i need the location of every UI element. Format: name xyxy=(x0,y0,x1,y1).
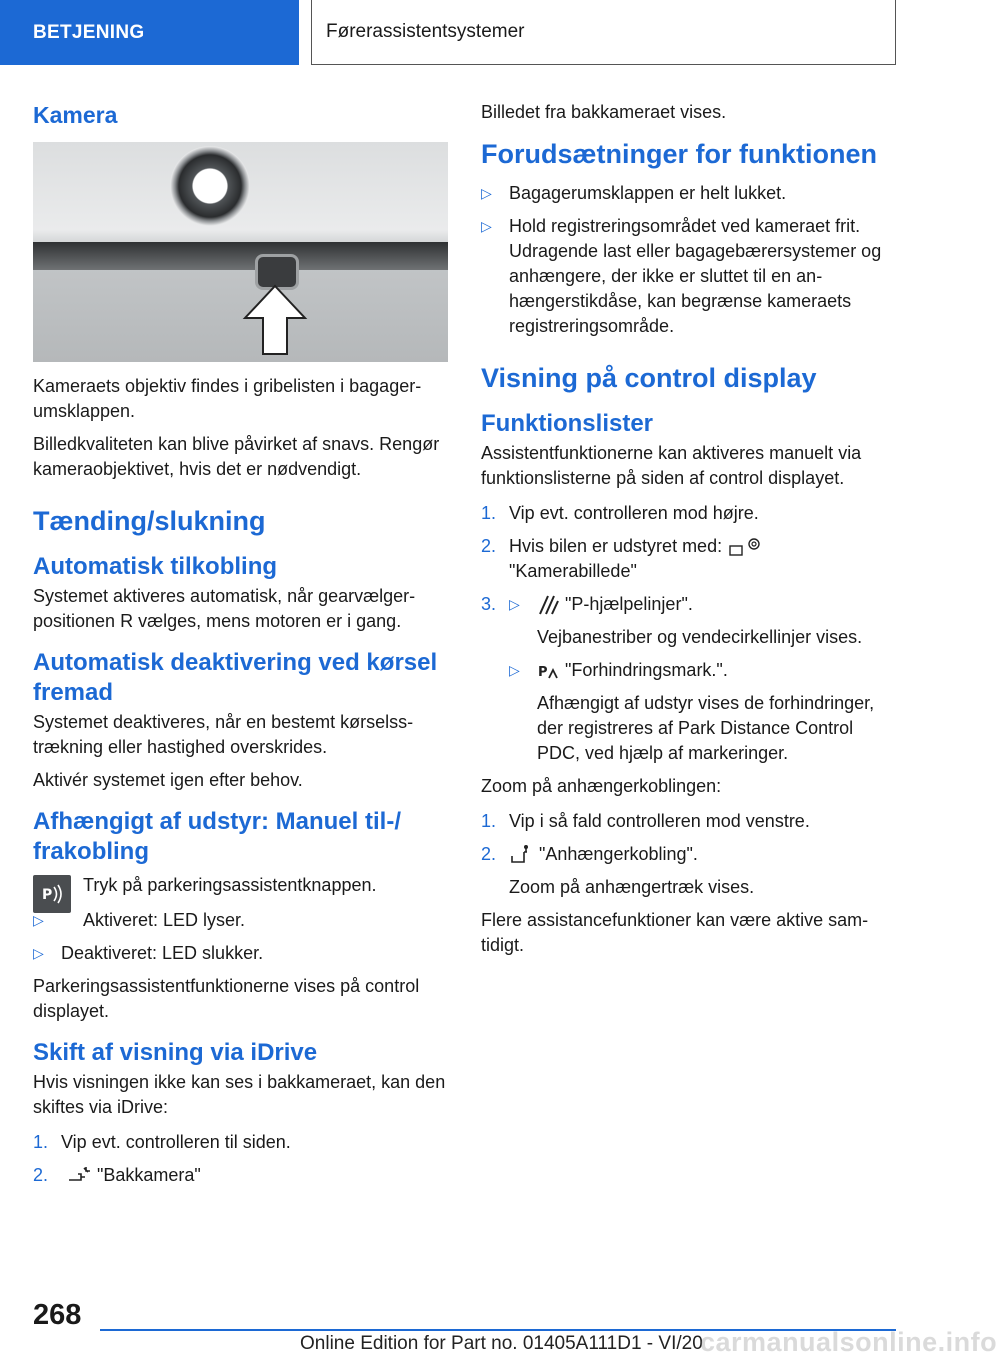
triangle-bullet-icon: ▷ xyxy=(481,185,492,201)
skift-heading: Skift af visning via iDrive xyxy=(33,1039,318,1066)
list-item: ▷ Aktiveret: LED lyser. xyxy=(33,908,448,933)
footer-edition: Online Edition for Part no. 01405A111D1 - VI/20 xyxy=(300,1333,703,1354)
trailer-hitch-icon xyxy=(509,844,533,866)
visning-heading: Visning på control display xyxy=(481,363,817,393)
camera-settings-icon xyxy=(728,536,762,558)
taending-heading: Tænding/slukning xyxy=(33,506,266,536)
skift-paragraph: Hvis visningen ikke kan ses i bakkameraet, kan den skiftes via iDrive: xyxy=(33,1072,446,1117)
final-paragraph: Flere assistancefunktioner kan være aktive samtidigt. xyxy=(481,910,869,955)
list-item: 3. ▷ "P-hjælpelinjer". Vejbanestriber og vendecirkellinjer vises. ▷ P "Forhindringsmark.". Afhængigt af udstyr vises de forhindringer, der registreres af Park Distance Control PDC, ved hjælp af markeringer. xyxy=(481,592,896,766)
manuel-heading: Afhængigt af udstyr: Manuel til-/ frakobling xyxy=(33,808,401,865)
manuel-bullet-list xyxy=(33,908,448,966)
kamera-paragraph-2: Billedkvaliteten kan blive påvirket af snavs. Rengør kameraobjektivet, hvis det er nødvendigt. xyxy=(33,434,440,479)
manuel-button-row xyxy=(33,873,448,903)
header-chapter-label: Førerassistentsystemer xyxy=(326,21,525,42)
svg-text:P: P xyxy=(538,665,548,681)
manuel-paragraph-2: Parkeringsassistentfunktionerne vises på control displayet. xyxy=(33,976,420,1021)
list-item: 1. Vip evt. controlleren mod højre. xyxy=(481,503,759,523)
list-item: 2. "Bakkamera" xyxy=(33,1165,201,1185)
auto-deakt-paragraph-1: Systemet deaktiveres, når en bestemt kørselsstrækning eller hastighed overskrides. xyxy=(33,712,414,757)
left-column xyxy=(33,100,448,1196)
watermark: carmanualsonline.info xyxy=(700,1327,997,1357)
funk-steps xyxy=(481,501,896,766)
list-item: ▷ "P-hjælpelinjer". Vejbanestriber og vendecirkellinjer vises. xyxy=(509,594,863,647)
skift-steps xyxy=(33,1130,448,1188)
list-item: ▷ Hold registreringsområdet ved kameraet frit. Udragende last eller bagagebærersystemer og anhængere, der ikke er sluttet til en anhængerstikdåse, kan begrænse kameraets registreringsområde. xyxy=(481,216,882,336)
triangle-bullet-icon: ▷ xyxy=(509,662,520,678)
list-item: 2. "Anhængerkobling". Zoom på anhængertræk vises. xyxy=(481,844,755,897)
rear-camera-icon xyxy=(67,1166,91,1186)
triangle-bullet-icon: ▷ xyxy=(509,596,520,612)
list-item: 1. Vip evt. controlleren til siden. xyxy=(33,1132,291,1152)
page-number: 268 xyxy=(33,1299,82,1331)
zoom-paragraph: Zoom på anhængerkoblingen: xyxy=(481,776,722,796)
list-item: 1. Vip i så fald controlleren mod venstre. xyxy=(481,811,810,831)
forud-bullet-list xyxy=(481,181,896,339)
triangle-bullet-icon: ▷ xyxy=(33,912,44,928)
auto-deakt-heading: Automatisk deaktivering ved kørsel fremad xyxy=(33,649,438,706)
funk-heading: Funktionslister xyxy=(481,410,654,437)
list-item: 2. Hvis bilen er udstyret med: "Kamerabillede" xyxy=(481,534,896,584)
manuel-paragraph: Tryk på parkeringsassistentknappen. xyxy=(83,875,377,895)
zoom-steps xyxy=(481,809,896,900)
auto-deakt-paragraph-2: Aktivér systemet igen efter behov. xyxy=(33,770,303,790)
kamera-heading: Kamera xyxy=(33,102,118,128)
up-arrow-icon xyxy=(243,284,307,356)
auto-tilkobling-paragraph: Systemet aktiveres automatisk, når gearvælgerpositionen R vælges, mens motoren er i gang. xyxy=(33,586,416,631)
funk-paragraph: Assistentfunktionerne kan aktiveres manuelt via funktionslisterne på siden af control displayet. xyxy=(481,443,862,488)
list-item: ▷ Deaktiveret: LED slukker. xyxy=(33,941,448,966)
bmw-logo-image xyxy=(170,146,250,226)
obstacle-marking-icon xyxy=(537,660,559,682)
right-column xyxy=(481,100,896,966)
header-section-label: BETJENING xyxy=(33,21,145,43)
svg-text:P: P xyxy=(42,887,53,903)
list-item: ▷ P "Forhindringsmark.". Afhængigt af udstyr vises de forhindringer, der registreres af Park Distance Control PDC, ved hjælp af markeringer. xyxy=(509,660,875,763)
auto-tilkobling-heading: Automatisk tilkobling xyxy=(33,553,278,580)
kamera-paragraph-1: Kameraets objektiv findes i gribelisten i bagagerumsklappen. xyxy=(33,376,422,421)
parking-lines-icon xyxy=(537,594,559,616)
header-chapter xyxy=(311,0,896,65)
intro-paragraph: Billedet fra bakkameraet vises. xyxy=(481,102,727,122)
triangle-bullet-icon: ▷ xyxy=(481,218,492,234)
triangle-bullet-icon: ▷ xyxy=(33,945,44,961)
forud-heading: Forudsætninger for funktionen xyxy=(481,139,877,169)
camera-photo xyxy=(33,142,448,362)
list-item: ▷ Bagagerumsklappen er helt lukket. xyxy=(481,181,896,206)
header-section xyxy=(0,0,299,65)
